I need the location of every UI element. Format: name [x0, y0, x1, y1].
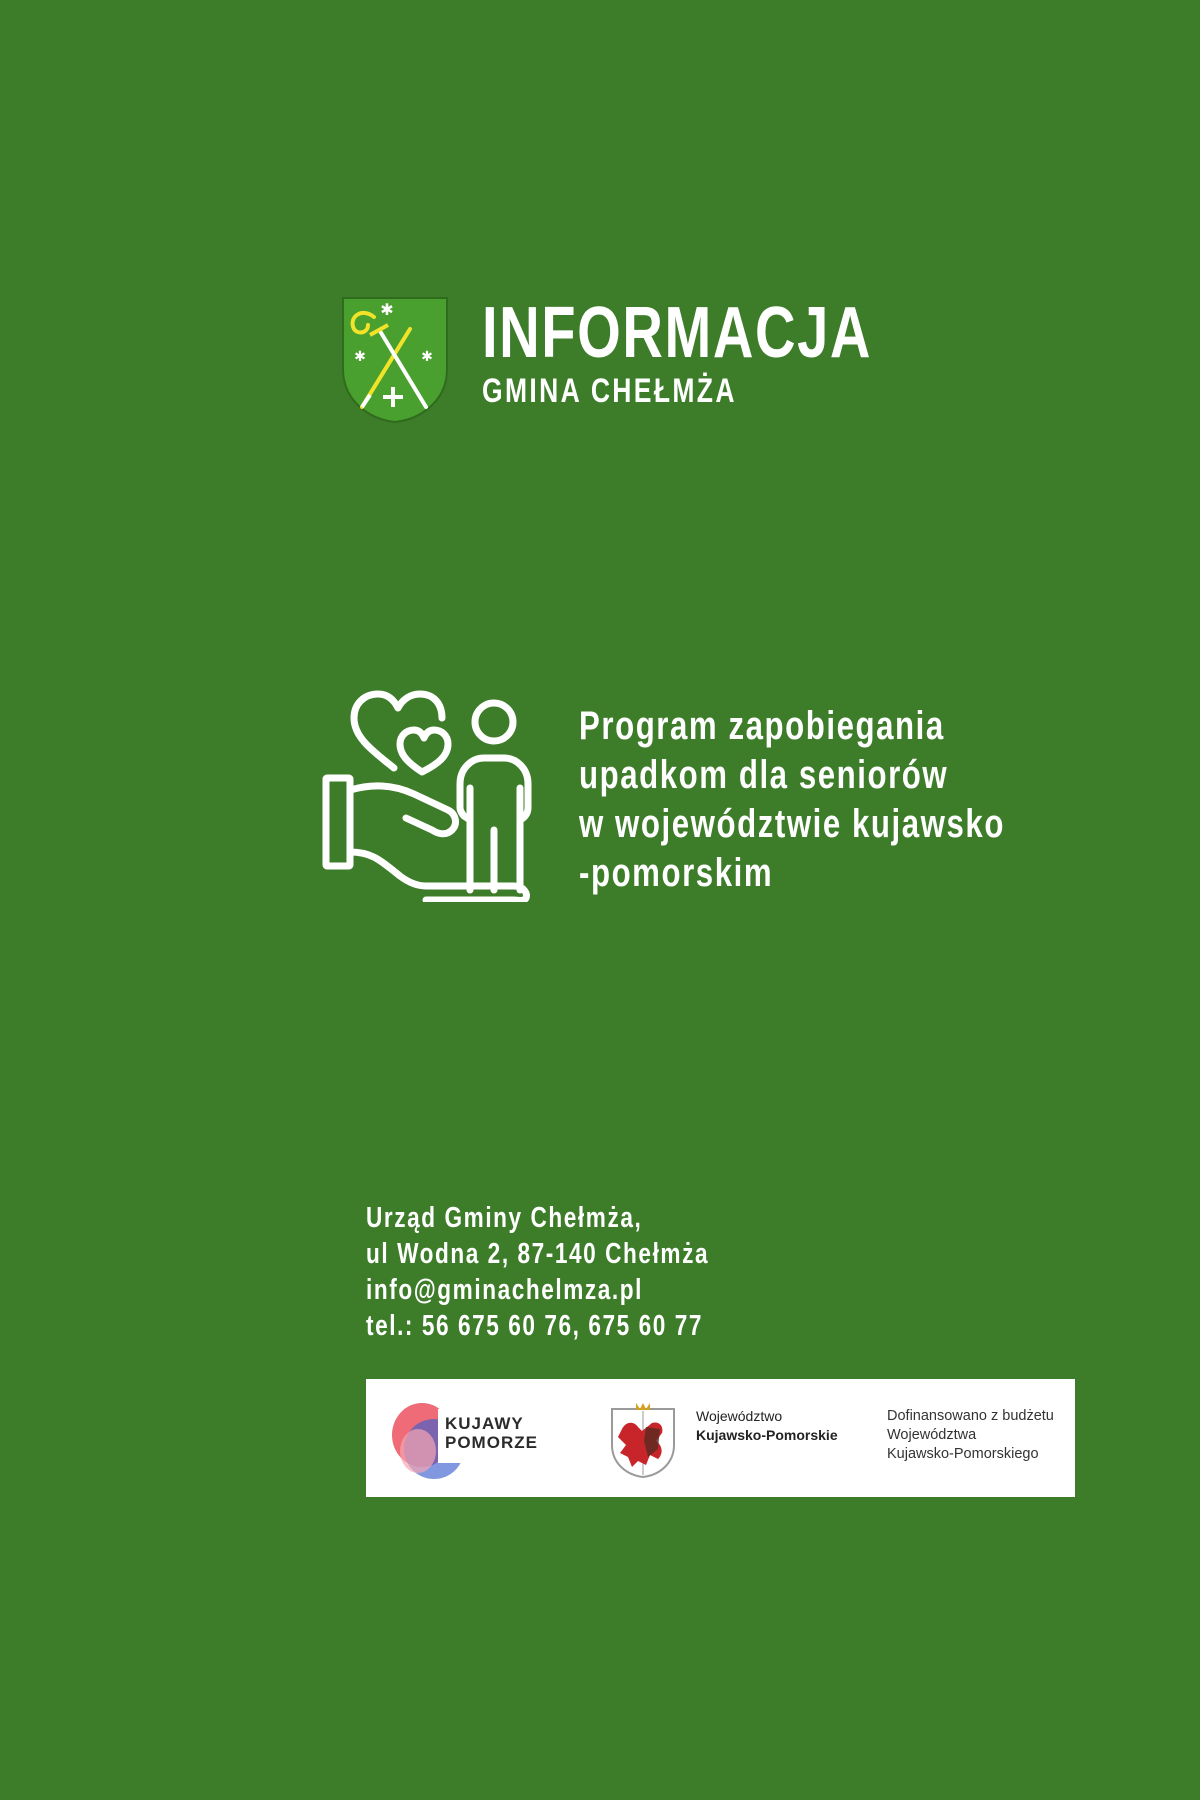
wojewodztwo-line-1: Województwo — [696, 1408, 783, 1424]
svg-text:✱: ✱ — [354, 349, 366, 365]
program-line-2: upadkom dla seniorów — [579, 753, 949, 797]
hand-holding-person-hearts-icon — [322, 680, 532, 902]
header — [340, 295, 900, 430]
kujawy-pomorze-line-1: KUJAWY — [445, 1414, 524, 1433]
contact-email[interactable]: info@gminachelmza.pl — [366, 1274, 643, 1306]
contact-phone: tel.: 56 675 60 76, 675 60 77 — [366, 1310, 704, 1342]
coat-of-arms-icon — [340, 295, 450, 425]
funding-line-2: Województwa — [887, 1427, 977, 1443]
wojewodztwo-line-2: Kujawsko-Pomorskie — [696, 1427, 838, 1443]
wojewodztwo-text — [696, 1407, 838, 1445]
program-line-3: w województwie kujawsko — [579, 802, 1005, 846]
svg-text:✱: ✱ — [421, 349, 433, 365]
page-title: INFORMACJA — [482, 293, 872, 373]
funding-line-3: Kujawsko-Pomorskiego — [887, 1446, 1039, 1462]
contact-office: Urząd Gminy Chełmża, — [366, 1202, 643, 1234]
svg-text:✱: ✱ — [380, 300, 394, 319]
program-line-4: -pomorskim — [579, 851, 774, 895]
kujawy-pomorze-line-2: POMORZE — [445, 1433, 538, 1452]
partner-logos — [366, 1379, 1075, 1497]
contact-address: ul Wodna 2, 87-140 Chełmża — [366, 1238, 710, 1270]
contact-info — [366, 1200, 866, 1344]
funding-line-1: Dofinansowano z budżetu — [887, 1408, 1054, 1424]
funding-text — [887, 1407, 1054, 1464]
kujawy-pomorze-text — [445, 1414, 538, 1452]
page-subtitle: GMINA CHEŁMŻA — [482, 372, 737, 410]
program-line-1: Program zapobiegania — [579, 704, 945, 748]
program-description — [579, 702, 1139, 898]
griffin-crest-icon — [608, 1401, 678, 1479]
